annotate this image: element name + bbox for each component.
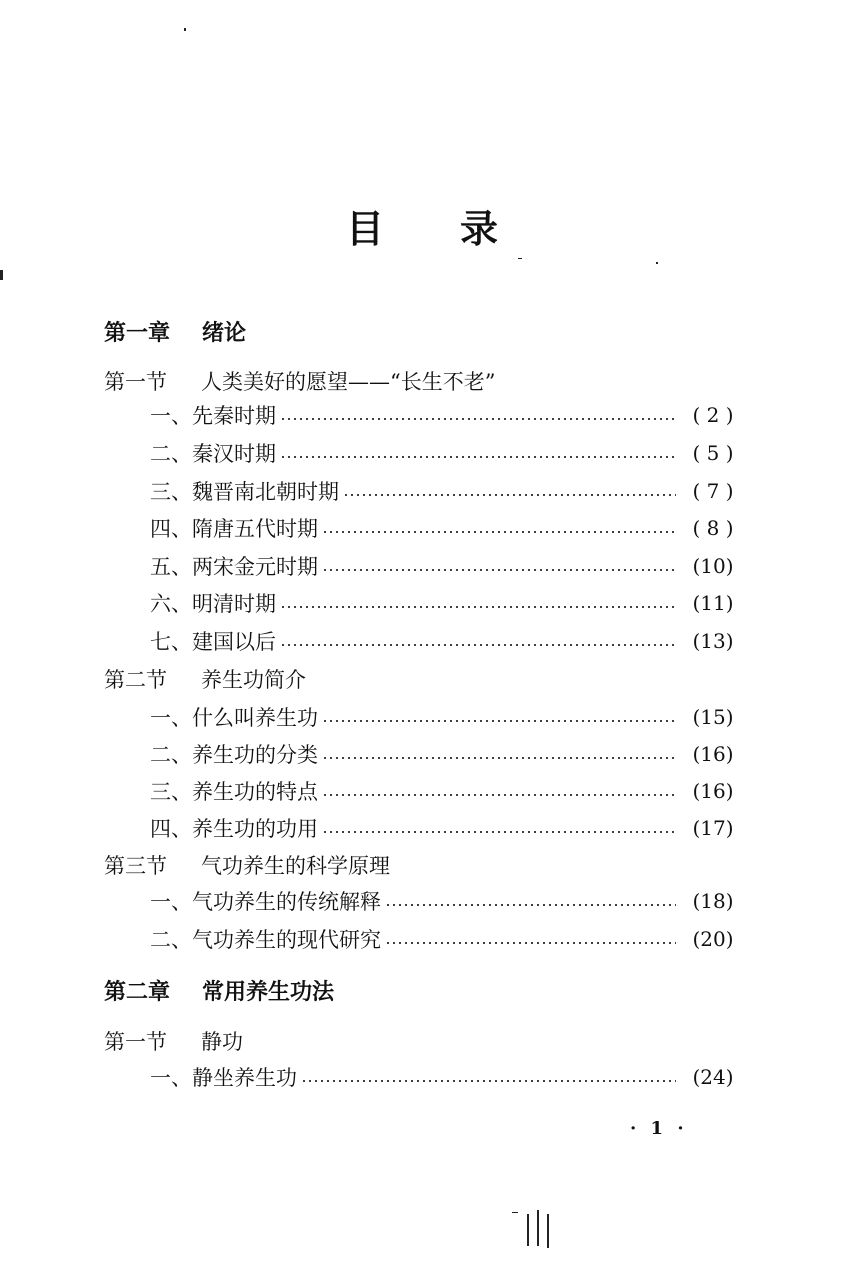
scan-speck [184,28,186,31]
entry-number: 一、 [150,890,192,914]
entry-title: 两宋金元时期 [192,555,318,579]
entry-number: 三、 [150,780,192,804]
toc-entry[interactable] [150,739,746,769]
dot-leader [322,531,676,533]
entry-number: 一、 [150,1066,192,1090]
scan-speck [518,258,522,259]
entry-page: ( 5 ) [692,441,734,465]
entry-page: (10) [692,554,734,578]
toc-entry[interactable] [150,476,746,506]
entry-page: ( 8 ) [692,516,734,540]
chapter-label: 第二章 [104,979,171,1005]
entry-title: 秦汉时期 [192,442,276,466]
dot-leader [385,904,676,906]
chapter-heading[interactable] [104,316,246,347]
entry-title: 明清时期 [192,592,276,616]
section-label: 第一节 [104,370,167,394]
entry-page: (20) [692,927,734,951]
toc-entry[interactable] [150,924,746,954]
dot-leader [385,942,676,944]
toc-entry[interactable] [150,400,746,430]
entry-page: (16) [692,779,734,803]
toc-entry[interactable] [150,588,746,618]
entry-page: (18) [692,889,734,913]
entry-title: 什么叫养生功 [192,706,318,730]
entry-number: 六、 [150,592,192,616]
entry-title: 先秦时期 [192,404,276,428]
section-label: 第一节 [104,1030,167,1054]
section-heading[interactable] [104,850,390,880]
toc-entry[interactable] [150,626,746,656]
entry-number: 四、 [150,817,192,841]
toc-entry[interactable] [150,702,746,732]
toc-entry[interactable] [150,813,746,843]
entry-number: 一、 [150,404,192,428]
entry-page: (24) [692,1065,734,1089]
entry-number: 一、 [150,706,192,730]
dot-leader [322,794,676,796]
entry-number: 四、 [150,517,192,541]
toc-entry[interactable] [150,886,746,916]
entry-number: 三、 [150,480,192,504]
title-char-1: 目 [345,206,384,251]
entry-title: 养生功的特点 [192,780,318,804]
toc-entry[interactable] [150,438,746,468]
title-char-2: 录 [460,206,499,251]
dot-leader [322,569,676,571]
entry-title: 养生功的分类 [192,743,318,767]
dot-leader [322,720,676,722]
section-heading[interactable] [104,664,306,694]
entry-page: ( 2 ) [692,403,734,427]
chapter-title: 常用养生功法 [202,979,335,1005]
entry-title: 气功养生的现代研究 [192,928,381,952]
section-title: 静功 [201,1030,243,1054]
entry-number: 二、 [150,928,192,952]
section-heading[interactable] [104,366,495,396]
binding-mark [527,1214,529,1246]
entry-page: (11) [692,591,734,615]
dot-leader [280,418,676,420]
binding-mark [512,1212,518,1213]
section-label: 第二节 [104,668,167,692]
scan-speck [656,262,658,264]
dot-leader [280,606,676,608]
entry-number: 二、 [150,442,192,466]
chapter-heading[interactable] [104,975,334,1006]
section-title: 养生功简介 [201,668,306,692]
entry-title: 隋唐五代时期 [192,517,318,541]
dot-leader [343,494,676,496]
entry-title: 养生功的功用 [192,817,318,841]
section-label: 第三节 [104,854,167,878]
entry-page: (13) [692,629,734,653]
chapter-title: 绪论 [202,320,247,346]
toc-entry[interactable] [150,776,746,806]
dot-leader [322,757,676,759]
section-title: 气功养生的科学原理 [201,854,390,878]
section-heading[interactable] [104,1026,243,1056]
entry-page: (16) [692,742,734,766]
entry-number: 五、 [150,555,192,579]
entry-title: 静坐养生功 [192,1066,297,1090]
entry-page: (15) [692,705,734,729]
toc-entry[interactable] [150,1062,746,1092]
dot-leader [301,1080,676,1082]
toc-entry[interactable] [150,551,746,581]
page-number: · 1 · [630,1118,688,1139]
entry-number: 二、 [150,743,192,767]
entry-title: 魏晋南北朝时期 [192,480,339,504]
entry-page: (17) [692,816,734,840]
dot-leader [280,644,676,646]
dot-leader [280,456,676,458]
scan-speck [0,270,3,280]
dot-leader [322,831,676,833]
page-title [0,198,844,253]
toc-entry[interactable] [150,513,746,543]
chapter-label: 第一章 [104,320,171,346]
binding-mark [537,1210,539,1246]
section-title: 人类美好的愿望——“长生不老” [201,370,496,394]
entry-title: 气功养生的传统解释 [192,890,381,914]
binding-mark [547,1214,549,1248]
entry-page: ( 7 ) [692,479,734,503]
entry-title: 建国以后 [192,630,276,654]
entry-number: 七、 [150,630,192,654]
